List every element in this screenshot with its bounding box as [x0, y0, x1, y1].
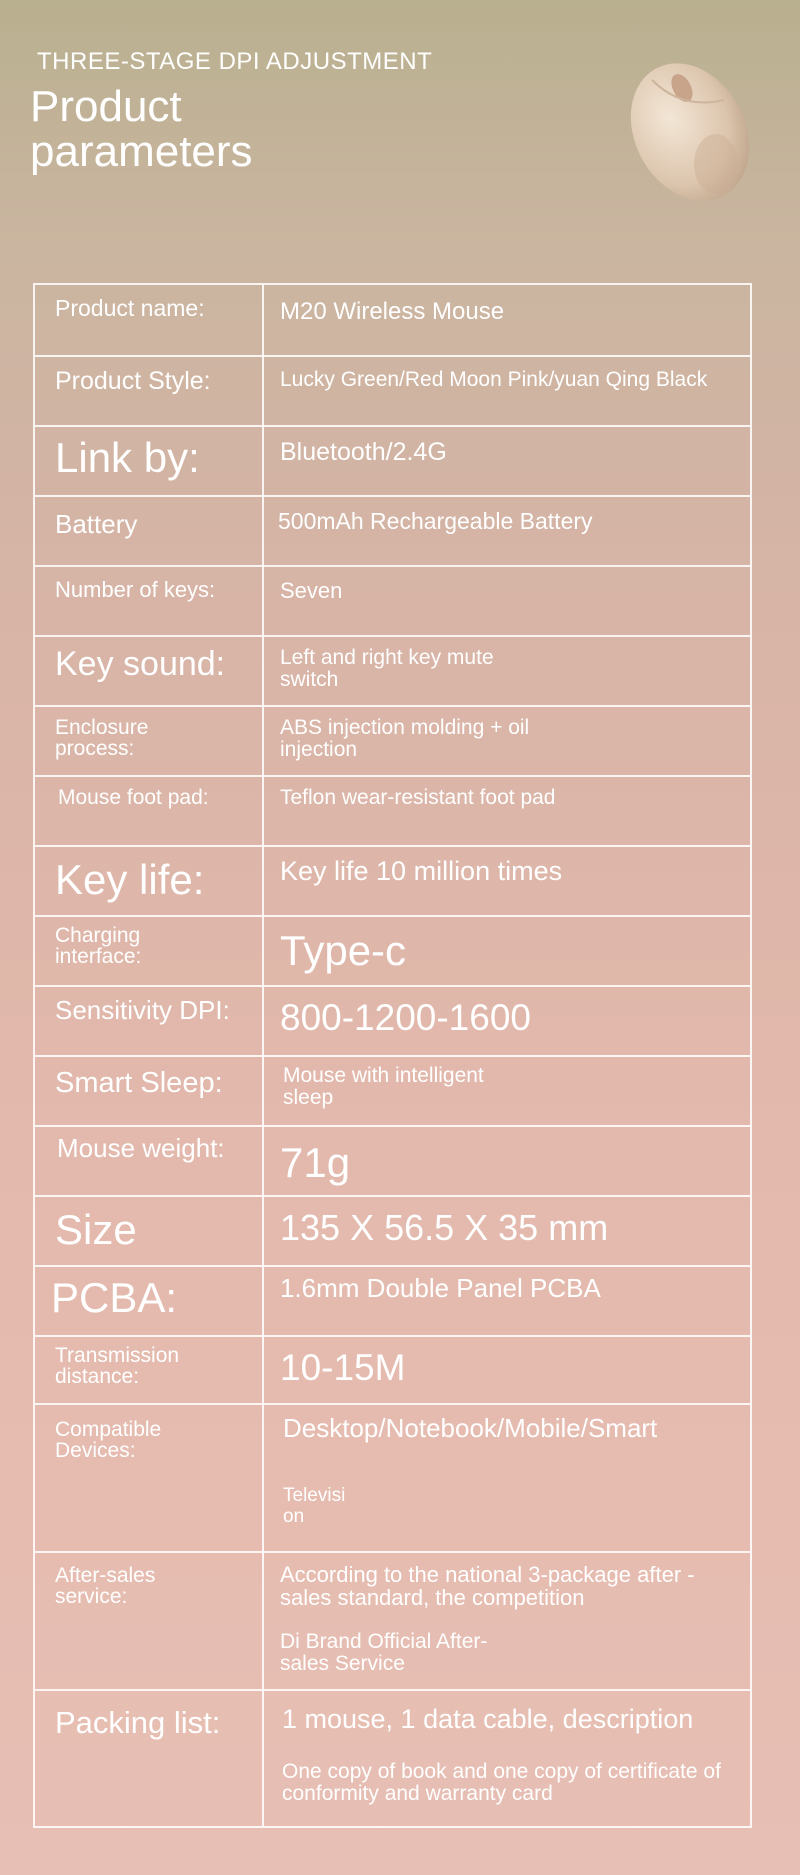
row-label: Battery: [55, 509, 138, 539]
row-label: Smart Sleep:: [55, 1067, 223, 1099]
value-line: 1 mouse, 1 data cable, description: [282, 1704, 694, 1734]
row-value: 71g: [280, 1139, 351, 1186]
row-label: Mouse weight:: [57, 1133, 225, 1163]
value-line: Desktop/Notebook/Mobile/Smart: [283, 1413, 658, 1443]
row-label: Link by:: [55, 434, 200, 481]
table-row: [35, 777, 750, 847]
table-row: [35, 637, 750, 707]
row-label: Packing list:: [55, 1705, 221, 1740]
row-value: Lucky Green/Red Moon Pink/yuan Qing Black: [280, 368, 708, 391]
title-line-2: parameters: [30, 127, 253, 176]
value-line: One copy of book and one copy of certificate of conformity and warranty card: [282, 1760, 721, 1806]
table-row: [35, 1337, 750, 1405]
row-label: Charging interface:: [55, 924, 142, 968]
header: [0, 0, 800, 260]
table-row: [35, 497, 750, 567]
row-value: 10-15M: [280, 1347, 406, 1388]
table-row: [35, 1197, 750, 1267]
table-row: [35, 1553, 750, 1691]
row-value: 500mAh Rechargeable Battery: [278, 508, 593, 534]
row-value: 1.6mm Double Panel PCBA: [280, 1273, 601, 1303]
row-value: Teflon wear-resistant foot pad: [280, 786, 556, 809]
row-label: Mouse foot pad:: [58, 786, 209, 809]
table-row: [35, 987, 750, 1057]
row-label: Product Style:: [55, 367, 211, 395]
subtitle: THREE-STAGE DPI ADJUSTMENT: [37, 48, 433, 75]
row-value: Mouse with intelligent sleep: [283, 1064, 484, 1110]
row-label: Product name:: [55, 295, 205, 321]
row-value: ABS injection molding + oil injection: [280, 716, 530, 762]
row-value: Key life 10 million times: [280, 856, 563, 886]
row-label: PCBA:: [51, 1274, 178, 1321]
row-label: Sensitivity DPI:: [55, 995, 230, 1025]
row-label: Compatible Devices:: [55, 1418, 162, 1462]
value-line: Televisi on: [283, 1485, 346, 1528]
table-row: [35, 1057, 750, 1127]
row-label: Size: [55, 1206, 137, 1253]
table-row: [35, 357, 750, 427]
table-row: [35, 567, 750, 637]
table-row: [35, 847, 750, 917]
row-label: Key sound:: [55, 645, 226, 683]
row-value: M20 Wireless Mouse: [280, 298, 505, 325]
row-label: Transmission distance:: [55, 1344, 180, 1388]
row-value: [283, 1415, 748, 1528]
table-row: [35, 1691, 750, 1830]
page-title: [30, 84, 253, 174]
table-row: [35, 1127, 750, 1197]
row-value: 800-1200-1600: [280, 997, 531, 1038]
table-row: [35, 917, 750, 987]
table-row: [35, 1267, 750, 1337]
row-label: Key life:: [55, 856, 205, 903]
value-line: According to the national 3-package after -sales standard, the competition: [280, 1562, 695, 1611]
mouse-product-image: [612, 40, 762, 210]
table-row: [35, 707, 750, 777]
row-label: Enclosure process:: [55, 716, 149, 760]
table-row: [35, 427, 750, 497]
row-value: [282, 1705, 747, 1805]
row-value: Left and right key mute switch: [280, 646, 494, 692]
parameters-table: [33, 283, 752, 1828]
row-value: Type-c: [280, 927, 407, 974]
row-label: After-sales service:: [55, 1564, 156, 1608]
table-row: [35, 285, 750, 357]
row-value: 135 X 56.5 X 35 mm: [280, 1207, 609, 1248]
value-line: Di Brand Official After-sales Service: [280, 1630, 488, 1676]
row-value: Bluetooth/2.4G: [280, 438, 447, 466]
title-line-1: Product: [30, 82, 182, 131]
row-label: Number of keys:: [55, 577, 216, 602]
row-value: Seven: [280, 578, 343, 603]
table-row: [35, 1405, 750, 1553]
row-value: [280, 1563, 745, 1675]
